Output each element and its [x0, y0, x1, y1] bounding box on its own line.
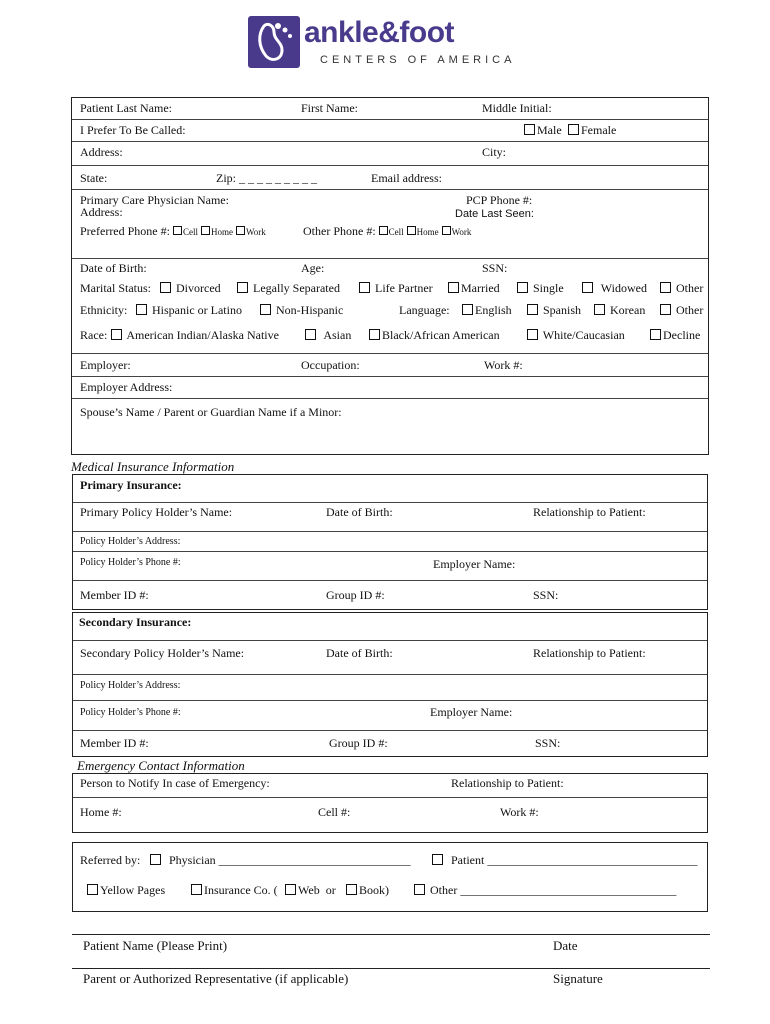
address-field[interactable]: Address: [80, 145, 123, 159]
marital-option-divorced[interactable]: Divorced [160, 281, 221, 296]
secondary-holder-phone-field[interactable]: Policy Holder’s Phone #: [80, 707, 181, 718]
checkbox-icon[interactable] [305, 329, 316, 340]
date-last-seen-field[interactable]: Date Last Seen: [455, 208, 534, 220]
race-label: Race: [80, 328, 108, 342]
checkbox-icon[interactable] [407, 226, 416, 235]
referral-option-other[interactable]: Other ____________________________________ [414, 883, 676, 898]
checkbox-icon[interactable] [527, 329, 538, 340]
ethnicity-option-hispanic[interactable]: Hispanic or Latino [136, 303, 242, 318]
language-label: Language: [399, 303, 450, 317]
checkbox-icon[interactable] [150, 854, 161, 865]
checkbox-icon[interactable] [660, 282, 671, 293]
marital-option-married[interactable]: Married [448, 281, 500, 296]
ethnicity-label: Ethnicity: [80, 303, 128, 317]
secondary-holder-name-field[interactable]: Secondary Policy Holder’s Name: [80, 646, 245, 660]
checkbox-icon[interactable] [285, 884, 296, 895]
primary-ssn-field[interactable]: SSN: [533, 588, 559, 602]
secondary-insurance-title: Secondary Insurance: [79, 615, 192, 629]
referral-option-yellow-pages[interactable]: Yellow Pages [87, 883, 165, 898]
logo [248, 14, 528, 70]
referral-option-book[interactable]: Book) [346, 883, 389, 898]
language-option-spanish[interactable]: Spanish [527, 303, 581, 318]
referral-option-web[interactable]: Web or [285, 883, 336, 898]
marital-option-separated[interactable]: Legally Separated [237, 281, 340, 296]
checkbox-icon[interactable] [369, 329, 380, 340]
checkbox-icon[interactable] [442, 226, 451, 235]
patient-info-section [71, 97, 709, 455]
checkbox-icon[interactable] [582, 282, 593, 293]
secondary-ssn-field[interactable]: SSN: [535, 736, 561, 750]
referral-option-patient[interactable]: Patient ___________________________________ [432, 853, 697, 868]
emergency-cell-field[interactable]: Cell #: [318, 805, 351, 819]
language-option-other[interactable]: Other [660, 303, 703, 318]
primary-insurance-title: Primary Insurance: [80, 478, 182, 492]
employer-field[interactable]: Employer: [80, 358, 131, 372]
dob-field[interactable]: Date of Birth: [80, 261, 147, 275]
other-phone-label: Other Phone #: Cell Home Work [303, 224, 472, 238]
state-field[interactable]: State: [80, 171, 108, 185]
signature-line-top [72, 934, 710, 935]
language-option-english[interactable]: English [462, 303, 512, 318]
employer-address-field[interactable]: Employer Address: [80, 380, 173, 394]
foot-logo-icon [248, 16, 300, 68]
marital-option-partner[interactable]: Life Partner [359, 281, 433, 296]
checkbox-icon[interactable] [260, 304, 271, 315]
middle-initial-field[interactable]: Middle Initial: [482, 101, 552, 115]
email-field[interactable]: Email address: [371, 171, 442, 185]
signature-label: Signature [553, 971, 603, 986]
secondary-employer-field[interactable]: Employer Name: [430, 705, 513, 719]
pcp-phone-field[interactable]: PCP Phone #: [466, 193, 533, 207]
primary-relationship-field[interactable]: Relationship to Patient: [533, 505, 646, 519]
checkbox-icon[interactable] [432, 854, 443, 865]
ssn-field[interactable]: SSN: [482, 261, 508, 275]
primary-employer-field[interactable]: Employer Name: [433, 557, 516, 571]
spouse-guardian-field[interactable]: Spouse’s Name / Parent or Guardian Name if a Minor: [80, 405, 342, 419]
checkbox-icon[interactable] [111, 329, 122, 340]
checkbox-icon[interactable] [527, 304, 538, 315]
representative-label: Parent or Authorized Representative (if applicable) [83, 971, 349, 986]
primary-holder-phone-field[interactable]: Policy Holder’s Phone #: [80, 557, 181, 568]
male-option[interactable]: Male [524, 123, 562, 138]
patient-name-print-label: Patient Name (Please Print) [83, 938, 228, 953]
secondary-dob-field[interactable]: Date of Birth: [326, 646, 393, 660]
race-option-asian[interactable]: Asian [305, 328, 351, 343]
checkbox-icon[interactable] [524, 124, 535, 135]
checkbox-icon[interactable] [660, 304, 671, 315]
emergency-relationship-field[interactable]: Relationship to Patient: [451, 776, 564, 790]
checkbox-icon[interactable] [346, 884, 357, 895]
checkbox-icon[interactable] [448, 282, 459, 293]
insurance-section-title: Medical Insurance Information [71, 459, 235, 474]
city-field[interactable]: City: [482, 145, 507, 159]
emergency-work-field[interactable]: Work #: [500, 805, 539, 819]
logo-text: ankle&foot [304, 16, 455, 49]
preferred-phone-label: Preferred Phone #: Cell Home Work [80, 224, 266, 238]
ethnicity-option-non-hispanic[interactable]: Non-Hispanic [260, 303, 343, 318]
checkbox-icon[interactable] [379, 226, 388, 235]
female-option[interactable]: Female [568, 123, 616, 138]
primary-holder-address-field[interactable]: Policy Holder’s Address: [80, 536, 181, 547]
pcp-address-field[interactable]: Address: [80, 205, 123, 219]
race-option-black[interactable]: Black/African American [369, 328, 500, 343]
primary-group-id-field[interactable]: Group ID #: [326, 588, 385, 602]
referred-by-label: Referred by: [80, 853, 141, 867]
checkbox-icon[interactable] [173, 226, 182, 235]
marital-option-single[interactable]: Single [517, 281, 564, 296]
primary-dob-field[interactable]: Date of Birth: [326, 505, 393, 519]
first-name-field[interactable]: First Name: [301, 101, 358, 115]
secondary-member-id-field[interactable]: Member ID #: [80, 736, 149, 750]
pcp-name-field[interactable]: Primary Care Physician Name: [80, 193, 229, 207]
logo-subtext: CENTERS OF AMERICA [320, 54, 516, 66]
primary-holder-name-field[interactable]: Primary Policy Holder’s Name: [80, 505, 233, 519]
checkbox-icon[interactable] [414, 884, 425, 895]
secondary-relationship-field[interactable]: Relationship to Patient: [533, 646, 646, 660]
emergency-section-title: Emergency Contact Information [77, 758, 245, 773]
checkbox-icon[interactable] [236, 226, 245, 235]
marital-option-widowed[interactable]: Widowed [582, 281, 647, 296]
preferred-name-field[interactable]: I Prefer To Be Called: [80, 123, 186, 137]
checkbox-icon[interactable] [87, 884, 98, 895]
occupation-field[interactable]: Occupation: [301, 358, 360, 372]
age-field[interactable]: Age: [301, 261, 325, 275]
language-option-korean[interactable]: Korean [594, 303, 645, 318]
race-option-white[interactable]: White/Caucasian [527, 328, 625, 343]
date-label: Date [553, 938, 578, 953]
race-option-native[interactable]: American Indian/Alaska Native [111, 328, 279, 343]
checkbox-icon[interactable] [650, 329, 661, 340]
marital-status-label: Marital Status: [80, 281, 151, 295]
signature-line-bottom [72, 968, 710, 969]
last-name-field[interactable]: Patient Last Name: [80, 101, 172, 115]
secondary-group-id-field[interactable]: Group ID #: [329, 736, 388, 750]
checkbox-icon[interactable] [201, 226, 210, 235]
zip-field[interactable]: Zip: _ _ _ _ _ _ _ _ _ [216, 171, 317, 185]
referral-option-insurance[interactable]: Insurance Co. ( [191, 883, 278, 898]
marital-option-other[interactable]: Other [660, 281, 703, 296]
referral-option-physician[interactable]: Physician ________________________________ [150, 853, 411, 868]
work-phone-field[interactable]: Work #: [484, 358, 523, 372]
primary-member-id-field[interactable]: Member ID #: [80, 588, 149, 602]
checkbox-icon[interactable] [191, 884, 202, 895]
checkbox-icon[interactable] [237, 282, 248, 293]
checkbox-icon[interactable] [136, 304, 147, 315]
emergency-person-field[interactable]: Person to Notify In case of Emergency: [80, 776, 270, 790]
race-option-decline[interactable]: Decline [650, 328, 700, 343]
checkbox-icon[interactable] [594, 304, 605, 315]
emergency-home-field[interactable]: Home #: [80, 805, 122, 819]
checkbox-icon[interactable] [462, 304, 473, 315]
checkbox-icon[interactable] [568, 124, 579, 135]
secondary-holder-address-field[interactable]: Policy Holder’s Address: [80, 680, 181, 691]
checkbox-icon[interactable] [359, 282, 370, 293]
checkbox-icon[interactable] [517, 282, 528, 293]
checkbox-icon[interactable] [160, 282, 171, 293]
